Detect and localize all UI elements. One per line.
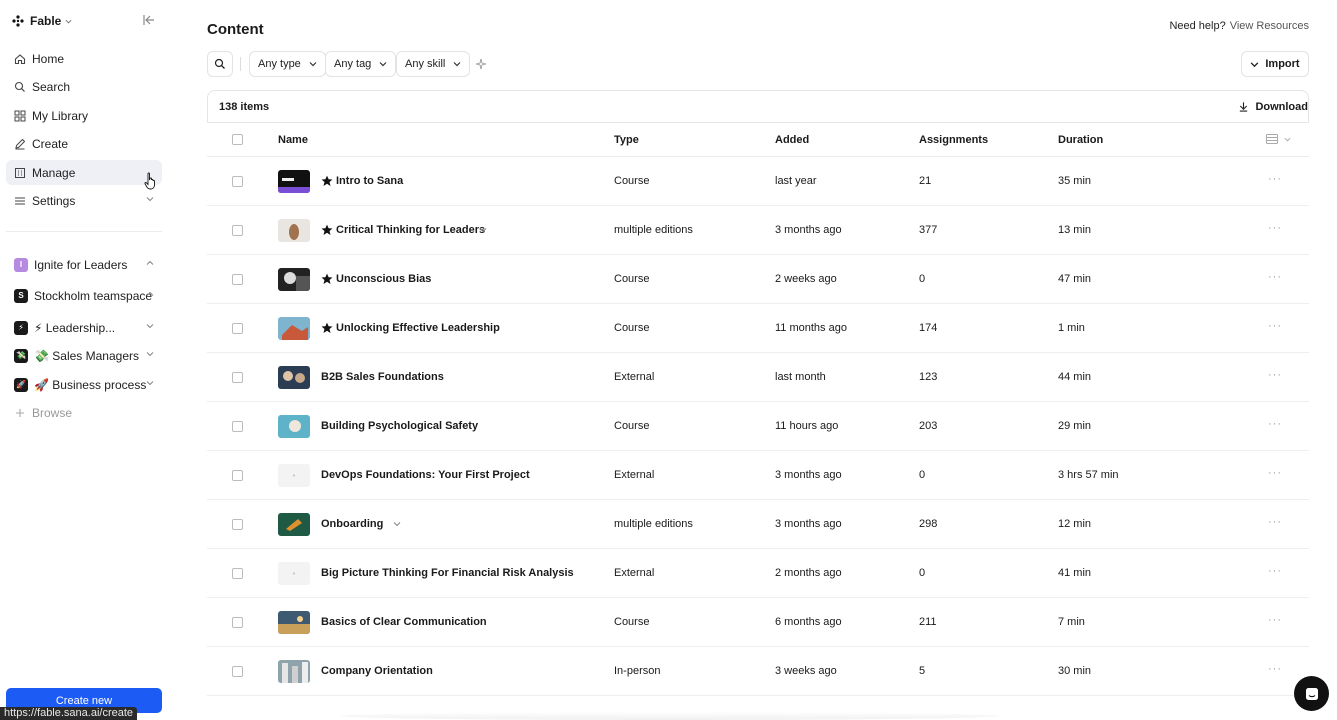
content-assignments: 123 [919,371,938,383]
content-added: 2 months ago [775,567,842,579]
table-row[interactable] [207,647,1309,696]
more-options-icon[interactable]: ··· [1268,418,1282,430]
nav-my-library[interactable] [6,103,162,128]
content-type: Course [614,616,650,628]
row-checkbox[interactable] [232,225,243,236]
space-label: Ignite for Leaders [34,257,128,272]
sidebar-divider [6,231,162,232]
content-added: 3 months ago [775,518,842,530]
content-assignments: 21 [919,175,932,187]
table-view-icon [1266,134,1278,144]
chevron-down-icon [379,60,387,68]
workspace-switcher[interactable] [12,12,72,30]
chevron-down-icon[interactable] [479,226,487,234]
content-name[interactable] [321,567,574,579]
content-added: last year [775,175,817,187]
download-button[interactable] [1238,91,1308,122]
create-new-button[interactable]: Create new [6,688,162,713]
content-type: multiple editions [614,518,693,530]
select-all-checkbox[interactable] [232,134,243,145]
row-checkbox[interactable] [232,372,243,383]
content-name[interactable] [321,175,403,187]
help-label: Need help? [1169,20,1226,32]
star-icon [321,175,333,187]
table-row[interactable] [207,255,1309,304]
row-checkbox[interactable] [232,519,243,530]
table-row[interactable] [207,451,1309,500]
content-name[interactable] [321,224,485,236]
content-name[interactable] [321,371,444,383]
more-options-icon[interactable]: ··· [1268,369,1282,381]
content-duration: 47 min [1058,273,1092,285]
content-assignments: 0 [919,567,926,579]
nav-settings[interactable] [6,188,162,213]
more-options-icon[interactable]: ··· [1268,271,1282,283]
table-row[interactable] [207,157,1309,206]
content-added: 11 months ago [775,322,847,334]
content-duration: 29 min [1058,420,1092,432]
filter-skill[interactable] [396,51,470,77]
table-row[interactable] [207,598,1309,647]
space-label: 🚀 Business process [34,377,147,392]
content-added: last month [775,371,826,383]
content-duration: 44 min [1058,371,1092,383]
row-checkbox[interactable] [232,568,243,579]
workspace-name: Fable [30,14,62,28]
content-added: 11 hours ago [775,420,839,432]
view-resources-link[interactable]: View Resources [1229,20,1309,32]
content-thumbnail [278,660,310,683]
table-row[interactable] [207,353,1309,402]
row-checkbox[interactable] [232,274,243,285]
import-button[interactable] [1241,51,1309,77]
more-options-icon[interactable]: ··· [1268,173,1282,185]
chevron-down-icon[interactable] [393,520,401,528]
space-badge: 🚀 [14,378,28,392]
nav-label: Manage [32,165,76,180]
more-options-icon[interactable]: ··· [1268,222,1282,234]
chevron-up-icon[interactable] [146,290,154,298]
import-label: Import [1265,58,1300,70]
chevron-down-icon[interactable] [146,322,154,330]
content-duration: 41 min [1058,567,1092,579]
table-row[interactable] [207,206,1309,255]
space-sales-managers[interactable] [6,343,162,368]
chevron-down-icon [146,195,154,203]
content-type: Course [614,322,650,334]
row-checkbox[interactable] [232,666,243,677]
content-added: 6 months ago [775,616,842,628]
chevron-up-icon[interactable] [146,259,154,267]
more-options-icon[interactable]: ··· [1268,565,1282,577]
content-type: multiple editions [614,224,693,236]
collapse-sidebar-icon[interactable] [142,13,156,27]
help-links [1169,20,1309,32]
content-thumbnail [278,170,310,193]
content-thumbnail [278,513,310,536]
content-name[interactable] [321,616,487,628]
nav-create[interactable] [6,131,162,156]
page-title: Content [207,21,264,38]
space-label: ⚡ Leadership... [34,320,116,335]
filter-tag-label: Any tag [334,58,372,70]
content-name[interactable] [321,322,500,334]
content-name[interactable] [321,518,383,530]
content-added: 3 weeks ago [775,665,837,677]
search-icon [214,58,226,70]
column-header-type[interactable]: Type [614,134,639,146]
status-bar-url: https://fable.sana.ai/create [0,707,137,720]
content-name-label: Company Orientation [321,665,433,677]
row-checkbox[interactable] [232,617,243,628]
content-name-label: DevOps Foundations: Your First Project [321,469,530,481]
content-type: In-person [614,665,661,677]
content-thumbnail [278,415,310,438]
more-options-icon[interactable]: ··· [1268,516,1282,528]
row-checkbox[interactable] [232,323,243,334]
building-icon [14,167,26,179]
library-icon [14,110,26,122]
view-settings-toggle[interactable] [1266,134,1291,144]
content-assignments: 0 [919,469,926,481]
content-duration: 3 hrs 57 min [1058,469,1119,481]
more-options-icon[interactable]: ··· [1268,320,1282,332]
chevron-down-icon [65,18,72,25]
content-name-label: Onboarding [321,518,384,530]
content-thumbnail [278,317,310,340]
space-label: Stockholm teamspace [34,288,153,303]
content-assignments: 211 [919,616,937,628]
results-summary-bar [207,90,1309,123]
chevron-down-icon [453,60,461,68]
content-name-label: Critical Thinking for Leaders [336,224,486,236]
nav-label: My Library [32,108,89,123]
content-assignments: 174 [919,322,938,334]
space-label: 💸 Sales Managers [34,348,139,363]
table-row[interactable] [207,500,1309,549]
content-assignments: 0 [919,273,926,285]
space-badge: S [14,289,28,303]
row-checkbox[interactable] [232,421,243,432]
bottom-shadow [340,712,1000,720]
chevron-down-icon [309,60,317,68]
space-ignite-for-leaders[interactable] [6,252,162,277]
content-name[interactable] [321,469,530,481]
content-type: External [614,371,655,383]
more-options-icon[interactable]: ··· [1268,467,1282,479]
download-label: Download [1255,100,1308,113]
nav-label: Settings [32,193,76,208]
filter-type-label: Any type [258,58,301,70]
chevron-down-icon [1284,136,1291,143]
column-header-name[interactable]: Name [278,134,308,146]
item-count: 138 items [219,100,270,113]
chevron-down-icon[interactable] [146,350,154,358]
content-type: Course [614,420,650,432]
sliders-icon [14,195,26,207]
browse-spaces[interactable] [6,400,162,425]
column-header-assignments[interactable]: Assignments [919,134,989,146]
content-thumbnail [278,562,310,585]
table-row[interactable] [207,549,1309,598]
chevron-down-icon [1250,60,1259,69]
plus-icon [14,407,26,419]
content-name-label: Unlocking Effective Leadership [336,322,500,334]
space-leadership[interactable] [6,315,162,340]
column-header-added[interactable]: Added [775,134,810,146]
content-name-label: Building Psychological Safety [321,420,479,432]
filter-tag[interactable] [325,51,396,77]
support-chat-button[interactable] [1294,676,1329,711]
download-icon [1238,101,1249,112]
content-added: 3 months ago [775,469,842,481]
filter-type[interactable] [249,51,326,77]
nav-home[interactable] [6,46,162,71]
search-button[interactable] [207,51,233,77]
content-assignments: 377 [919,224,938,236]
content-thumbnail [278,219,310,242]
table-row[interactable] [207,304,1309,353]
pointer-hand-icon [144,172,158,190]
more-options-icon[interactable]: ··· [1268,614,1282,626]
nav-label: Home [32,51,65,66]
content-thumbnail [278,366,310,389]
content-duration: 7 min [1058,616,1085,628]
content-name[interactable] [321,665,433,677]
content-added: 3 months ago [775,224,842,236]
content-name-label: B2B Sales Foundations [321,371,444,383]
nav-label: Search [32,79,71,94]
content-duration: 30 min [1058,665,1092,677]
content-assignments: 203 [919,420,938,432]
space-business-process[interactable] [6,372,162,397]
home-icon [14,53,26,65]
row-checkbox[interactable] [232,176,243,187]
content-type: External [614,469,655,481]
nav-label: Create [32,136,69,151]
space-badge: 💸 [14,349,28,363]
star-icon [321,322,333,334]
star-icon [321,224,333,236]
sidebar [0,0,169,720]
workspace-logo-icon [12,15,24,27]
table-row[interactable] [207,402,1309,451]
content-assignments: 298 [919,518,938,530]
search-icon [14,81,26,93]
content-duration: 13 min [1058,224,1092,236]
content-type: Course [614,175,650,187]
content-name-label: Unconscious Bias [336,273,432,285]
space-badge: I [14,258,28,272]
pencil-icon [14,138,26,150]
content-duration: 12 min [1058,518,1092,530]
content-duration: 1 min [1058,322,1085,334]
content-name[interactable] [321,273,431,285]
content-thumbnail [278,611,310,634]
space-stockholm-teamspace[interactable] [6,283,162,308]
content-name-label: Intro to Sana [336,175,404,187]
nav-search[interactable] [6,74,162,99]
content-name[interactable] [321,420,478,432]
content-type: Course [614,273,650,285]
browse-label: Browse [32,405,73,420]
sparkle-icon[interactable] [475,58,487,70]
filter-skill-label: Any skill [405,58,446,70]
content-thumbnail [278,268,310,291]
content-duration: 35 min [1058,175,1092,187]
space-badge: ⚡ [14,321,28,335]
content-type: External [614,567,655,579]
content-added: 2 weeks ago [775,273,837,285]
toolbar-separator [240,57,241,71]
nav-manage[interactable] [6,160,162,185]
column-header-duration[interactable]: Duration [1058,134,1104,146]
star-icon [321,273,333,285]
chevron-down-icon[interactable] [146,379,154,387]
content-assignments: 5 [919,665,926,677]
chat-icon [1304,686,1320,702]
row-checkbox[interactable] [232,470,243,481]
more-options-icon[interactable]: ··· [1268,663,1282,675]
table-header [207,123,1309,157]
content-name-label: Basics of Clear Communication [321,616,487,628]
content-name-label: Big Picture Thinking For Financial Risk Analysis [321,567,574,579]
content-thumbnail [278,464,310,487]
